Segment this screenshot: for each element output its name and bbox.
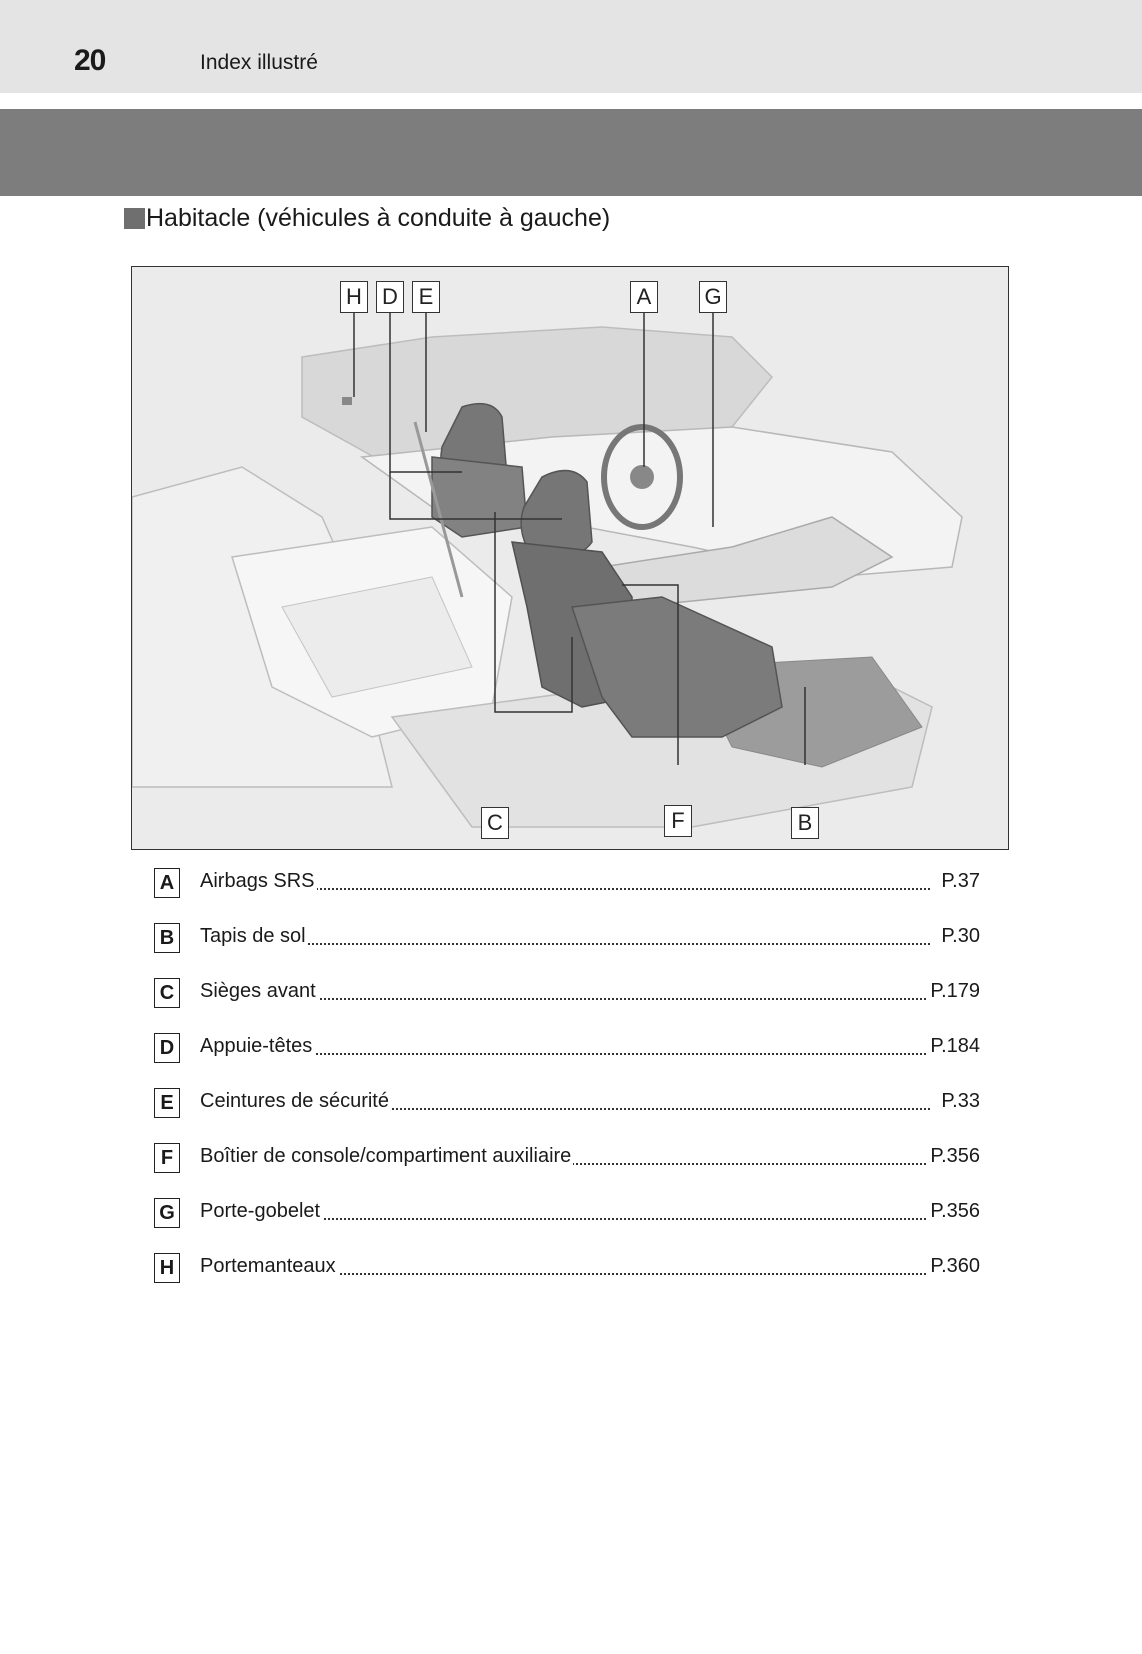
page-reference[interactable]: P.33 bbox=[941, 1090, 980, 1112]
subheading-text: Habitacle (véhicules à conduite à gauche) bbox=[146, 204, 611, 232]
callout-e: E bbox=[412, 281, 440, 313]
legend-row bbox=[154, 1198, 980, 1230]
legend-letter: C bbox=[154, 978, 180, 1008]
subheading bbox=[124, 204, 610, 233]
legend-label: Boîtier de console/compartiment auxiliaire bbox=[200, 1145, 572, 1167]
cabin-illustration bbox=[131, 266, 1009, 850]
legend-label: Appuie-têtes bbox=[200, 1035, 313, 1057]
legend-row bbox=[154, 1033, 980, 1065]
legend-row bbox=[154, 923, 980, 955]
legend-row bbox=[154, 1253, 980, 1285]
legend-letter: F bbox=[154, 1143, 180, 1173]
page-reference[interactable]: P.184 bbox=[930, 1035, 980, 1057]
legend-letter: E bbox=[154, 1088, 180, 1118]
page-reference[interactable]: P.360 bbox=[930, 1255, 980, 1277]
callout-b: B bbox=[791, 807, 819, 839]
section-title: Index illustré bbox=[200, 51, 318, 74]
section-band bbox=[0, 109, 1142, 196]
page-reference[interactable]: P.356 bbox=[930, 1145, 980, 1167]
legend-label: Airbags SRS bbox=[200, 870, 315, 892]
cabin-drawing bbox=[132, 267, 1009, 850]
callout-g: G bbox=[699, 281, 727, 313]
callout-d: D bbox=[376, 281, 404, 313]
page-header bbox=[0, 0, 1142, 93]
callout-f: F bbox=[664, 805, 692, 837]
legend-row bbox=[154, 978, 980, 1010]
legend-row bbox=[154, 1088, 980, 1120]
legend-label: Ceintures de sécurité bbox=[200, 1090, 389, 1112]
page-reference[interactable]: P.356 bbox=[930, 1200, 980, 1222]
page-reference[interactable]: P.179 bbox=[930, 980, 980, 1002]
legend-row bbox=[154, 1143, 980, 1175]
legend-letter: H bbox=[154, 1253, 180, 1283]
page-reference[interactable]: P.37 bbox=[941, 870, 980, 892]
legend-letter: A bbox=[154, 868, 180, 898]
page-number: 20 bbox=[74, 44, 106, 77]
legend-label: Sièges avant bbox=[200, 980, 316, 1002]
legend-letter: B bbox=[154, 923, 180, 953]
callout-a: A bbox=[630, 281, 658, 313]
legend-label: Tapis de sol bbox=[200, 925, 306, 947]
legend-letter: G bbox=[154, 1198, 180, 1228]
leader-dots bbox=[200, 943, 930, 945]
legend-letter: D bbox=[154, 1033, 180, 1063]
legend-label: Portemanteaux bbox=[200, 1255, 336, 1277]
callout-c: C bbox=[481, 807, 509, 839]
legend-row bbox=[154, 868, 980, 900]
callout-h: H bbox=[340, 281, 368, 313]
square-bullet-icon bbox=[124, 208, 145, 229]
legend-label: Porte-gobelet bbox=[200, 1200, 321, 1222]
header-divider bbox=[0, 93, 1142, 109]
page-reference[interactable]: P.30 bbox=[941, 925, 980, 947]
